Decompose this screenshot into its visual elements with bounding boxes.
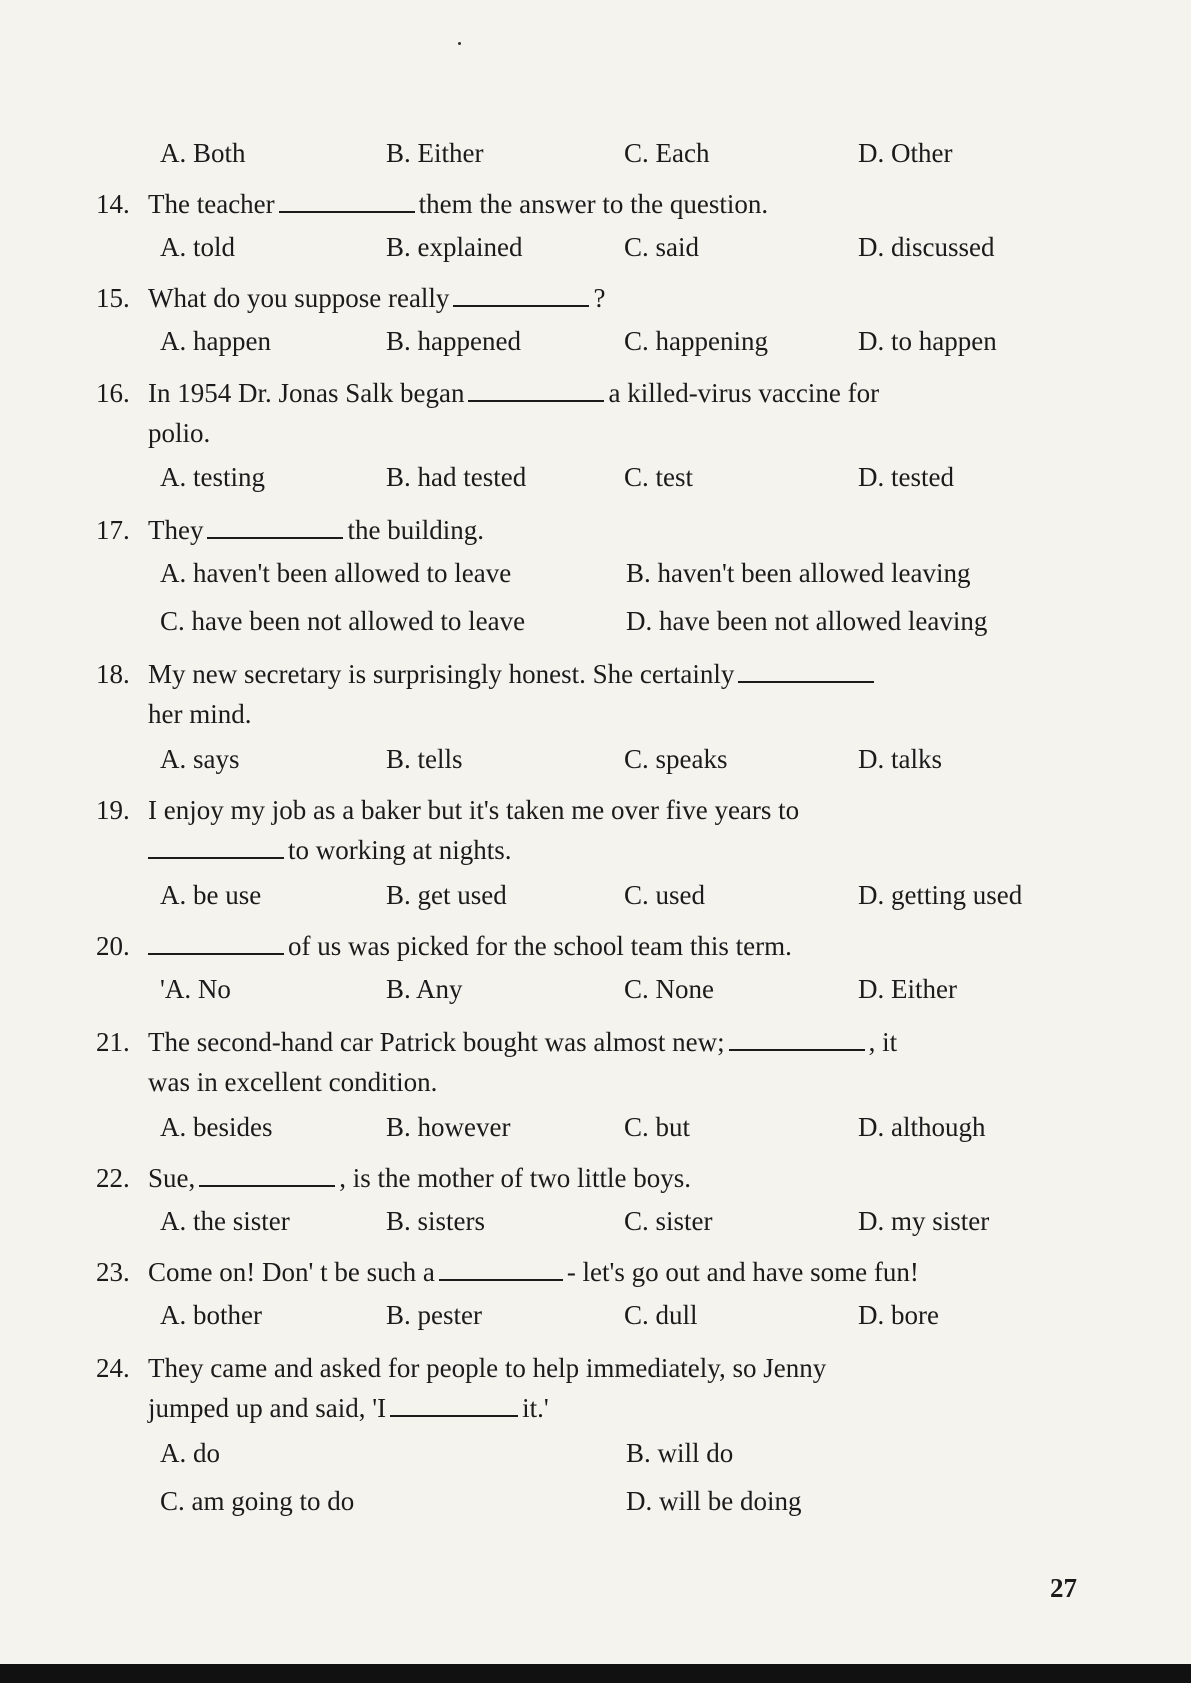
question-17 — [96, 510, 1096, 550]
option-a: A. haven't been allowed to leave — [160, 558, 512, 588]
scan-edge-bar — [0, 1664, 1191, 1683]
option-a: A. bother — [160, 1300, 262, 1330]
option-c: C. am going to do — [160, 1486, 355, 1516]
answer-blank — [279, 189, 415, 213]
question-19 — [96, 790, 1096, 870]
option-d: D. have been not allowed leaving — [626, 606, 988, 636]
option-b: B. pester — [386, 1300, 482, 1330]
options-24-row2 — [160, 1486, 1100, 1526]
answer-blank — [453, 283, 589, 307]
option-b: B. Either — [386, 138, 484, 168]
answer-blank — [439, 1257, 563, 1281]
question-number: 20. — [96, 931, 130, 961]
option-a: 'A. No — [160, 974, 231, 1004]
option-d: D. talks — [858, 744, 942, 774]
option-d: D. will be doing — [626, 1486, 802, 1516]
question-21 — [96, 1022, 1096, 1102]
option-d: D. bore — [858, 1300, 939, 1330]
option-a: A. be use — [160, 880, 262, 910]
options-15 — [160, 326, 1100, 366]
question-text: They came and asked for people to help immediately, so Jenny jumped up and said, 'I it.' — [148, 1353, 827, 1423]
option-c: C. speaks — [624, 744, 728, 774]
options-16 — [160, 462, 1100, 502]
option-a: A. the sister — [160, 1206, 290, 1236]
option-c: C. happening — [624, 326, 768, 356]
question-text: The teacher them the answer to the question. — [148, 189, 769, 219]
option-b: B. sisters — [386, 1206, 486, 1236]
question-22 — [96, 1158, 1096, 1198]
question-text: My new secretary is surprisingly honest. She certainly her mind. — [148, 654, 1148, 734]
question-text: Sue, , is the mother of two little boys. — [148, 1163, 691, 1193]
option-c: C. said — [624, 232, 700, 262]
question-text: The second-hand car Patrick bought was almost new; , it was in excellent condition. — [148, 1027, 898, 1097]
question-text: What do you suppose really ? — [148, 283, 606, 313]
options-18 — [160, 744, 1100, 784]
option-a: A. Both — [160, 138, 246, 168]
options-17-row2 — [160, 606, 1100, 646]
question-text: They the building. — [148, 515, 484, 545]
option-c: C. None — [624, 974, 714, 1004]
option-c: C. dull — [624, 1300, 698, 1330]
question-text: of us was picked for the school team this term. — [148, 926, 1148, 966]
question-number: 17. — [96, 515, 130, 545]
option-d: D. discussed — [858, 232, 995, 262]
options-14 — [160, 232, 1100, 272]
answer-blank — [390, 1393, 518, 1417]
question-number: 19. — [96, 795, 130, 825]
option-b: B. had tested — [386, 462, 527, 492]
answer-blank — [199, 1163, 335, 1187]
option-d: D. Either — [858, 974, 957, 1004]
question-20 — [96, 926, 1096, 966]
option-b: B. however — [386, 1112, 511, 1142]
options-20 — [160, 974, 1100, 1014]
option-c: C. Each — [624, 138, 710, 168]
answer-blank — [468, 378, 604, 402]
option-a: A. told — [160, 232, 236, 262]
options-17-row1 — [160, 558, 1100, 598]
question-18 — [96, 654, 1096, 734]
answer-blank — [148, 931, 284, 955]
option-c: C. but — [624, 1112, 691, 1142]
answer-blank — [148, 835, 284, 859]
question-number: 14. — [96, 189, 130, 219]
question-text: In 1954 Dr. Jonas Salk began a killed-virus vaccine for polio. — [148, 378, 880, 448]
option-b: B. tells — [386, 744, 463, 774]
speck-mark — [458, 42, 461, 45]
option-b: B. happened — [386, 326, 521, 356]
question-15 — [96, 278, 1096, 318]
option-a: A. testing — [160, 462, 265, 492]
option-b: B. haven't been allowed leaving — [626, 558, 971, 588]
question-text: Come on! Don' t be such a - let's go out and have some fun! — [148, 1257, 919, 1287]
question-14 — [96, 184, 1096, 224]
question-16 — [96, 373, 1096, 453]
option-a: A. says — [160, 744, 240, 774]
option-d: D. Other — [858, 138, 953, 168]
carry-options — [160, 138, 1100, 178]
options-21 — [160, 1112, 1100, 1152]
answer-blank — [738, 659, 874, 683]
answer-blank — [729, 1027, 865, 1051]
question-number: 22. — [96, 1163, 130, 1193]
options-23 — [160, 1300, 1100, 1340]
option-b: B. Any — [386, 974, 463, 1004]
option-a: A. do — [160, 1438, 220, 1468]
option-c: C. used — [624, 880, 705, 910]
question-number: 21. — [96, 1027, 130, 1057]
question-23 — [96, 1252, 1096, 1292]
option-b: B. will do — [626, 1438, 734, 1468]
option-d: D. to happen — [858, 326, 997, 356]
option-b: B. get used — [386, 880, 507, 910]
option-d: D. although — [858, 1112, 986, 1142]
question-number: 16. — [96, 378, 130, 408]
option-c: C. test — [624, 462, 694, 492]
question-number: 23. — [96, 1257, 130, 1287]
option-d: D. tested — [858, 462, 954, 492]
option-a: A. besides — [160, 1112, 273, 1142]
option-d: D. getting used — [858, 880, 1023, 910]
page-number: 27 — [1050, 1573, 1077, 1603]
question-number: 15. — [96, 283, 130, 313]
option-c: C. sister — [624, 1206, 713, 1236]
answer-blank — [207, 515, 343, 539]
options-22 — [160, 1206, 1100, 1246]
option-a: A. happen — [160, 326, 271, 356]
options-19 — [160, 880, 1100, 920]
question-24 — [96, 1348, 1096, 1428]
question-text: I enjoy my job as a baker but it's taken me over five years to to working at nights. — [148, 795, 800, 865]
option-b: B. explained — [386, 232, 523, 262]
option-d: D. my sister — [858, 1206, 990, 1236]
option-c: C. have been not allowed to leave — [160, 606, 526, 636]
question-number: 24. — [96, 1353, 130, 1383]
options-24-row1 — [160, 1438, 1100, 1478]
question-number: 18. — [96, 659, 130, 689]
